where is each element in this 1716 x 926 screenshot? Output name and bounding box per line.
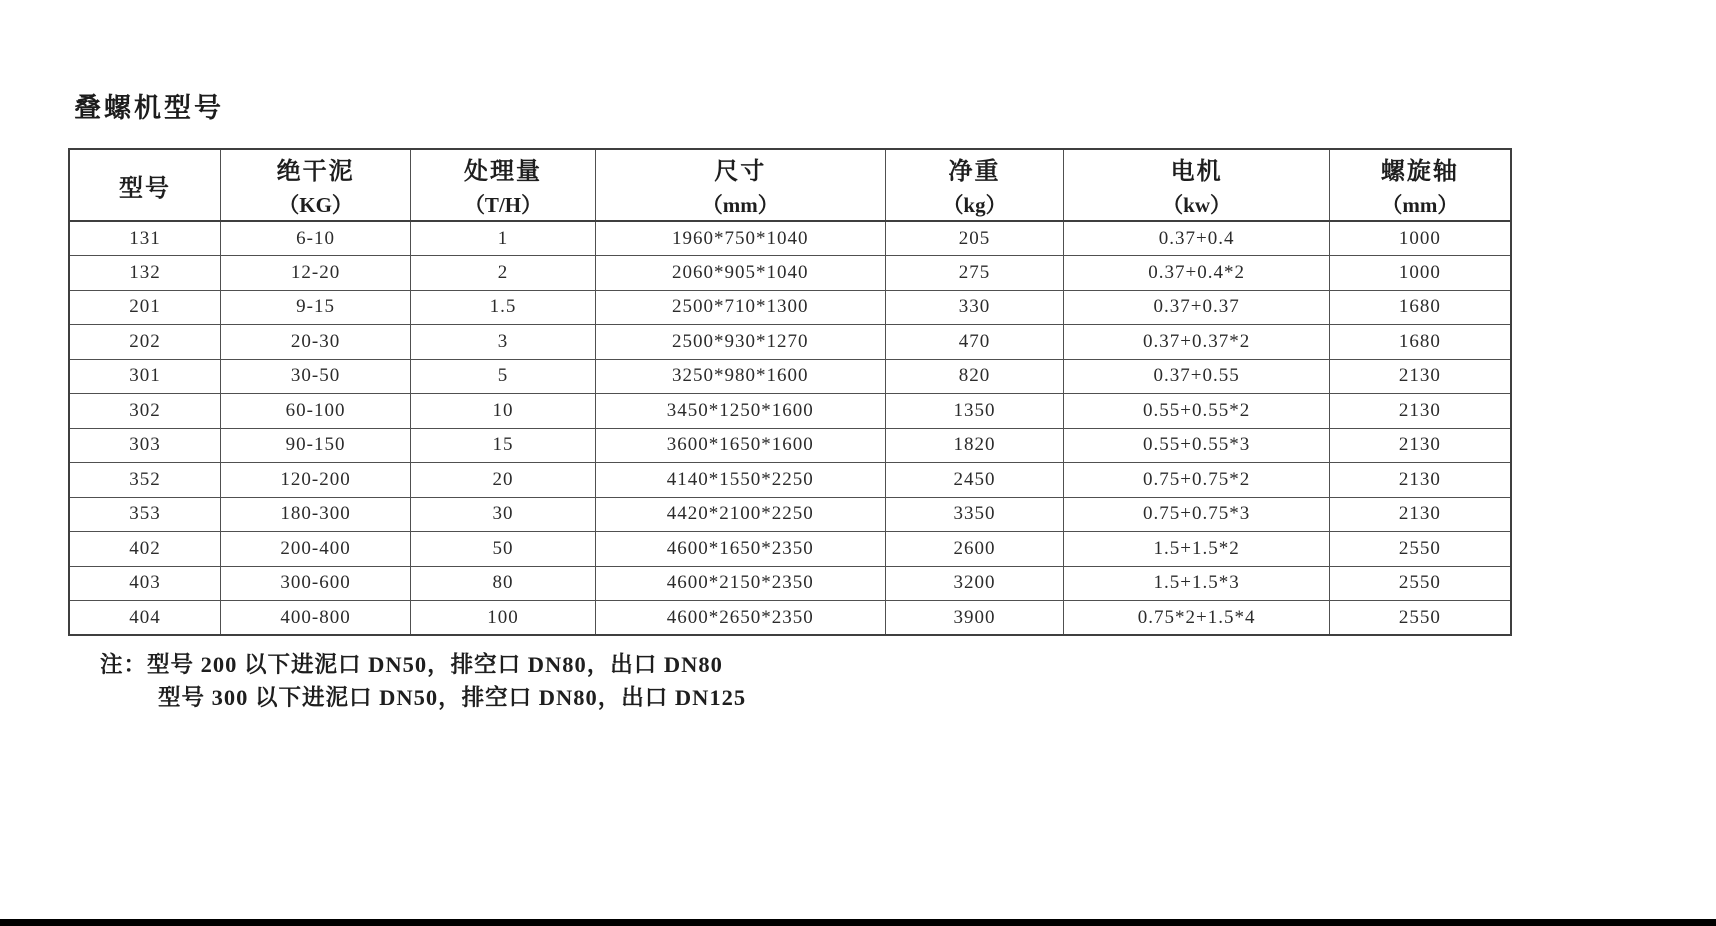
note-line <box>100 648 746 681</box>
table-cell: 4420*2100*2250 <box>595 497 885 532</box>
column-header-3 <box>595 149 885 221</box>
table-cell: 3900 <box>885 601 1064 636</box>
table-cell: 5 <box>411 359 596 394</box>
table-row <box>69 566 1511 601</box>
table-cell: 1.5+1.5*2 <box>1064 532 1329 567</box>
table-cell: 60-100 <box>220 394 410 429</box>
table-cell: 2130 <box>1329 428 1511 463</box>
table-row <box>69 359 1511 394</box>
table-cell: 15 <box>411 428 596 463</box>
column-header-unit: （kw） <box>1162 193 1232 217</box>
table-cell: 3450*1250*1600 <box>595 394 885 429</box>
table-row <box>69 221 1511 256</box>
table-cell: 2500*930*1270 <box>595 325 885 360</box>
table-cell: 2060*905*1040 <box>595 256 885 291</box>
note-line: 型号 300 以下进泥口 DN50，排空口 DN80，出口 DN125 <box>158 685 747 710</box>
note-prefix: 注： <box>100 652 148 677</box>
column-header-label: 处理量 <box>464 159 543 185</box>
table-cell: 2500*710*1300 <box>595 290 885 325</box>
table-cell: 0.37+0.4 <box>1064 221 1329 256</box>
table-cell: 275 <box>885 256 1064 291</box>
table-cell: 4600*1650*2350 <box>595 532 885 567</box>
table-cell: 20 <box>411 463 596 498</box>
column-header-unit: （T/H） <box>463 193 543 217</box>
table-cell: 2130 <box>1329 359 1511 394</box>
table-cell: 4600*2150*2350 <box>595 566 885 601</box>
table-cell: 820 <box>885 359 1064 394</box>
table-cell: 2550 <box>1329 566 1511 601</box>
page-title: 叠螺机型号 <box>74 93 224 123</box>
table-cell: 403 <box>69 566 220 601</box>
table-cell: 90-150 <box>220 428 410 463</box>
table-cell: 1680 <box>1329 290 1511 325</box>
table-cell: 1.5 <box>411 290 596 325</box>
table-cell: 10 <box>411 394 596 429</box>
column-header-6 <box>1329 149 1511 221</box>
table-cell: 2130 <box>1329 497 1511 532</box>
column-header-unit: （KG） <box>278 193 353 217</box>
table-cell: 352 <box>69 463 220 498</box>
table-row <box>69 601 1511 636</box>
spec-table <box>68 148 1512 636</box>
table-cell: 1000 <box>1329 256 1511 291</box>
notes-block <box>100 648 746 714</box>
column-header-0 <box>69 149 220 221</box>
column-header-label: 电机 <box>1170 159 1223 185</box>
table-cell: 400-800 <box>220 601 410 636</box>
table-row <box>69 497 1511 532</box>
table-row <box>69 394 1511 429</box>
table-cell: 300-600 <box>220 566 410 601</box>
table-cell: 80 <box>411 566 596 601</box>
column-header-1 <box>220 149 410 221</box>
table-cell: 1960*750*1040 <box>595 221 885 256</box>
table-cell: 50 <box>411 532 596 567</box>
note-text: 型号 200 以下进泥口 DN50，排空口 DN80，出口 DN80 <box>147 652 723 677</box>
table-cell: 2130 <box>1329 463 1511 498</box>
spec-table-body <box>69 221 1511 635</box>
table-cell: 1.5+1.5*3 <box>1064 566 1329 601</box>
table-cell: 402 <box>69 532 220 567</box>
column-header-2 <box>411 149 596 221</box>
table-cell: 1680 <box>1329 325 1511 360</box>
table-cell: 4600*2650*2350 <box>595 601 885 636</box>
table-cell: 301 <box>69 359 220 394</box>
table-row <box>69 463 1511 498</box>
column-header-label: 型号 <box>118 175 171 202</box>
table-cell: 202 <box>69 325 220 360</box>
column-header-label: 绝干泥 <box>276 159 355 185</box>
column-header-unit: （kg） <box>942 193 1007 217</box>
table-cell: 9-15 <box>220 290 410 325</box>
table-row <box>69 325 1511 360</box>
table-cell: 470 <box>885 325 1064 360</box>
table-row <box>69 428 1511 463</box>
table-cell: 131 <box>69 221 220 256</box>
table-cell: 1000 <box>1329 221 1511 256</box>
table-cell: 2450 <box>885 463 1064 498</box>
table-cell: 1 <box>411 221 596 256</box>
table-cell: 0.55+0.55*3 <box>1064 428 1329 463</box>
bottom-black-bar <box>0 919 1716 926</box>
column-header-4 <box>885 149 1064 221</box>
table-cell: 2550 <box>1329 601 1511 636</box>
table-cell: 2550 <box>1329 532 1511 567</box>
table-cell: 404 <box>69 601 220 636</box>
column-header-label: 尺寸 <box>714 159 767 185</box>
table-row <box>69 256 1511 291</box>
table-cell: 0.75+0.75*3 <box>1064 497 1329 532</box>
table-cell: 0.37+0.37 <box>1064 290 1329 325</box>
spec-table-header <box>69 149 1511 221</box>
table-cell: 1820 <box>885 428 1064 463</box>
table-cell: 0.75*2+1.5*4 <box>1064 601 1329 636</box>
table-cell: 30 <box>411 497 596 532</box>
column-header-5 <box>1064 149 1329 221</box>
table-cell: 1350 <box>885 394 1064 429</box>
table-cell: 6-10 <box>220 221 410 256</box>
table-cell: 132 <box>69 256 220 291</box>
table-cell: 353 <box>69 497 220 532</box>
column-header-unit: （mm） <box>701 193 779 217</box>
table-cell: 100 <box>411 601 596 636</box>
table-cell: 200-400 <box>220 532 410 567</box>
column-header-label: 净重 <box>948 159 1001 185</box>
table-cell: 205 <box>885 221 1064 256</box>
table-cell: 3600*1650*1600 <box>595 428 885 463</box>
table-cell: 4140*1550*2250 <box>595 463 885 498</box>
table-cell: 201 <box>69 290 220 325</box>
table-cell: 3350 <box>885 497 1064 532</box>
table-cell: 302 <box>69 394 220 429</box>
table-cell: 2 <box>411 256 596 291</box>
table-cell: 0.37+0.37*2 <box>1064 325 1329 360</box>
table-cell: 3200 <box>885 566 1064 601</box>
table-row <box>69 290 1511 325</box>
table-cell: 0.55+0.55*2 <box>1064 394 1329 429</box>
column-header-unit: （mm） <box>1381 193 1459 217</box>
table-cell: 3250*980*1600 <box>595 359 885 394</box>
table-cell: 3 <box>411 325 596 360</box>
table-cell: 303 <box>69 428 220 463</box>
table-cell: 2130 <box>1329 394 1511 429</box>
table-cell: 330 <box>885 290 1064 325</box>
table-cell: 180-300 <box>220 497 410 532</box>
table-cell: 0.37+0.4*2 <box>1064 256 1329 291</box>
table-cell: 120-200 <box>220 463 410 498</box>
table-cell: 20-30 <box>220 325 410 360</box>
table-cell: 0.75+0.75*2 <box>1064 463 1329 498</box>
table-cell: 0.37+0.55 <box>1064 359 1329 394</box>
table-row <box>69 532 1511 567</box>
header-row <box>69 149 1511 221</box>
table-cell: 30-50 <box>220 359 410 394</box>
table-cell: 12-20 <box>220 256 410 291</box>
column-header-label: 螺旋轴 <box>1380 159 1459 185</box>
table-cell: 2600 <box>885 532 1064 567</box>
